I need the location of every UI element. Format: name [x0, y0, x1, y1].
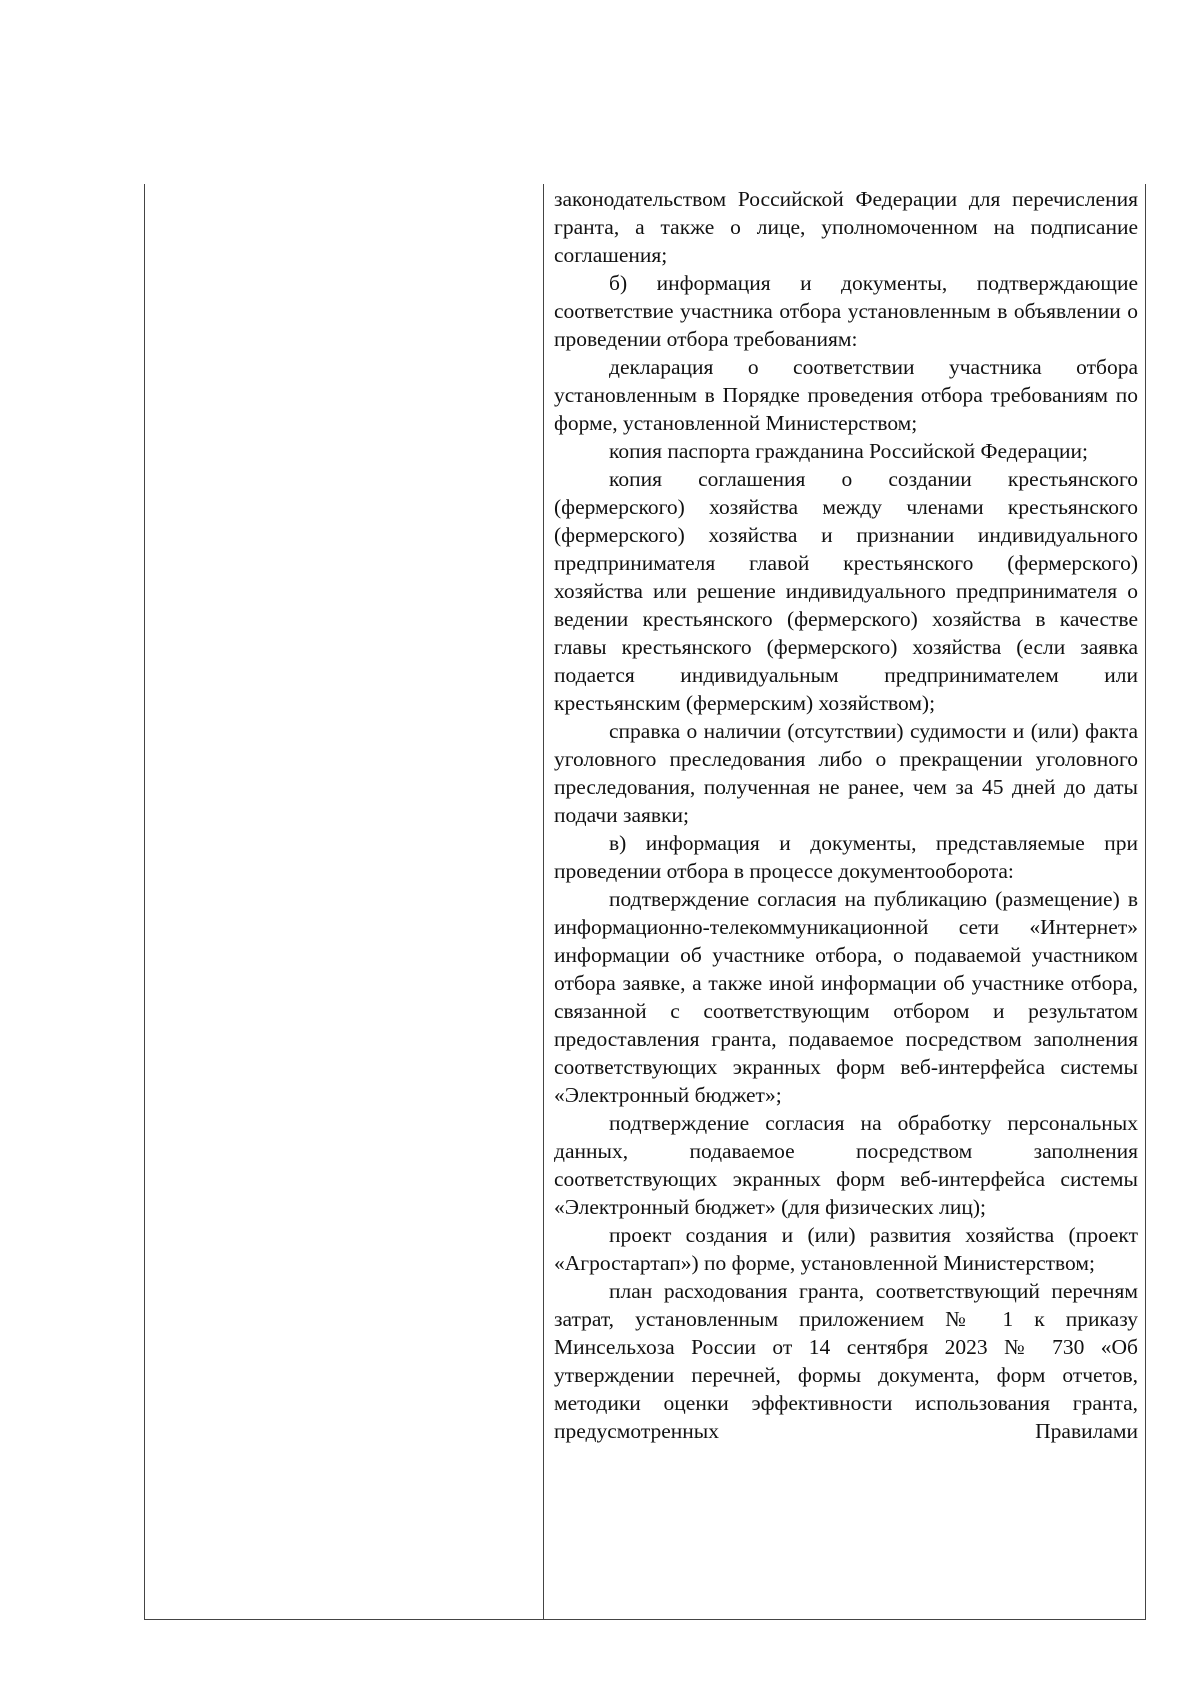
paragraph: копия паспорта гражданина Российской Федерации;: [609, 439, 1088, 463]
paragraph: копия соглашения о создании крестьянского (фермерского) хозяйства между членами крестьянского (фермерского) хозяйства и признании индивидуального предпринимателя главой крестьянского (фермерского) хозяйства или решение индивидуального предпринимателя о ведении крестьянского (фермерского) хозяйства в качестве главы крестьянского (фермерского) хозяйства (если заявка подается индивидуальным предпринимателем или крестьянским (фермерским) хозяйством);: [554, 467, 1138, 715]
table-right-column: [554, 185, 1138, 1445]
paragraph: декларация о соответствии участника отбора установленным в Порядке проведения отбора требованиям по форме, установленной Министерством;: [554, 355, 1138, 435]
paragraph: б) информация и документы, подтверждающие соответствие участника отбора установленным в объявлении о проведении отбора требованиям:: [554, 271, 1138, 351]
paragraph: план расходования гранта, соответствующий перечням затрат, установленным приложением № 1 к приказу Минсельхоза России от 14 сентября 2023 № 730 «Об утверждении перечней, формы документа, форм отчетов, методики оценки эффективности использования гранта, предусмотренных Правилами: [554, 1279, 1138, 1443]
paragraph: в) информация и документы, представляемые при проведении отбора в процессе документооборота:: [554, 831, 1138, 883]
document-table: [144, 184, 1146, 1620]
paragraph: законодательством Российской Федерации для перечисления гранта, а также о лице, уполномоченном на подписание соглашения;: [554, 187, 1138, 267]
paragraph: подтверждение согласия на публикацию (размещение) в информационно-телекоммуникационной сети «Интернет» информации об участнике отбора, о подаваемой участником отбора заявке, а также иной информации об участнике отбора, связанной с соответствующим отбором и результатом предоставления гранта, подаваемое посредством заполнения соответствующих экранных форм веб-интерфейса системы «Электронный бюджет»;: [554, 887, 1138, 1107]
paragraph: проект создания и (или) развития хозяйства (проект «Агростартап») по форме, установленной Министерством;: [554, 1223, 1138, 1275]
table-left-column: [145, 184, 544, 1619]
paragraph: подтверждение согласия на обработку персональных данных, подаваемое посредством заполнения соответствующих экранных форм веб-интерфейса системы «Электронный бюджет» (для физических лиц);: [554, 1111, 1138, 1219]
paragraph: справка о наличии (отсутствии) судимости и (или) факта уголовного преследования либо о прекращении уголовного преследования, полученная не ранее, чем за 45 дней до даты подачи заявки;: [554, 719, 1138, 827]
